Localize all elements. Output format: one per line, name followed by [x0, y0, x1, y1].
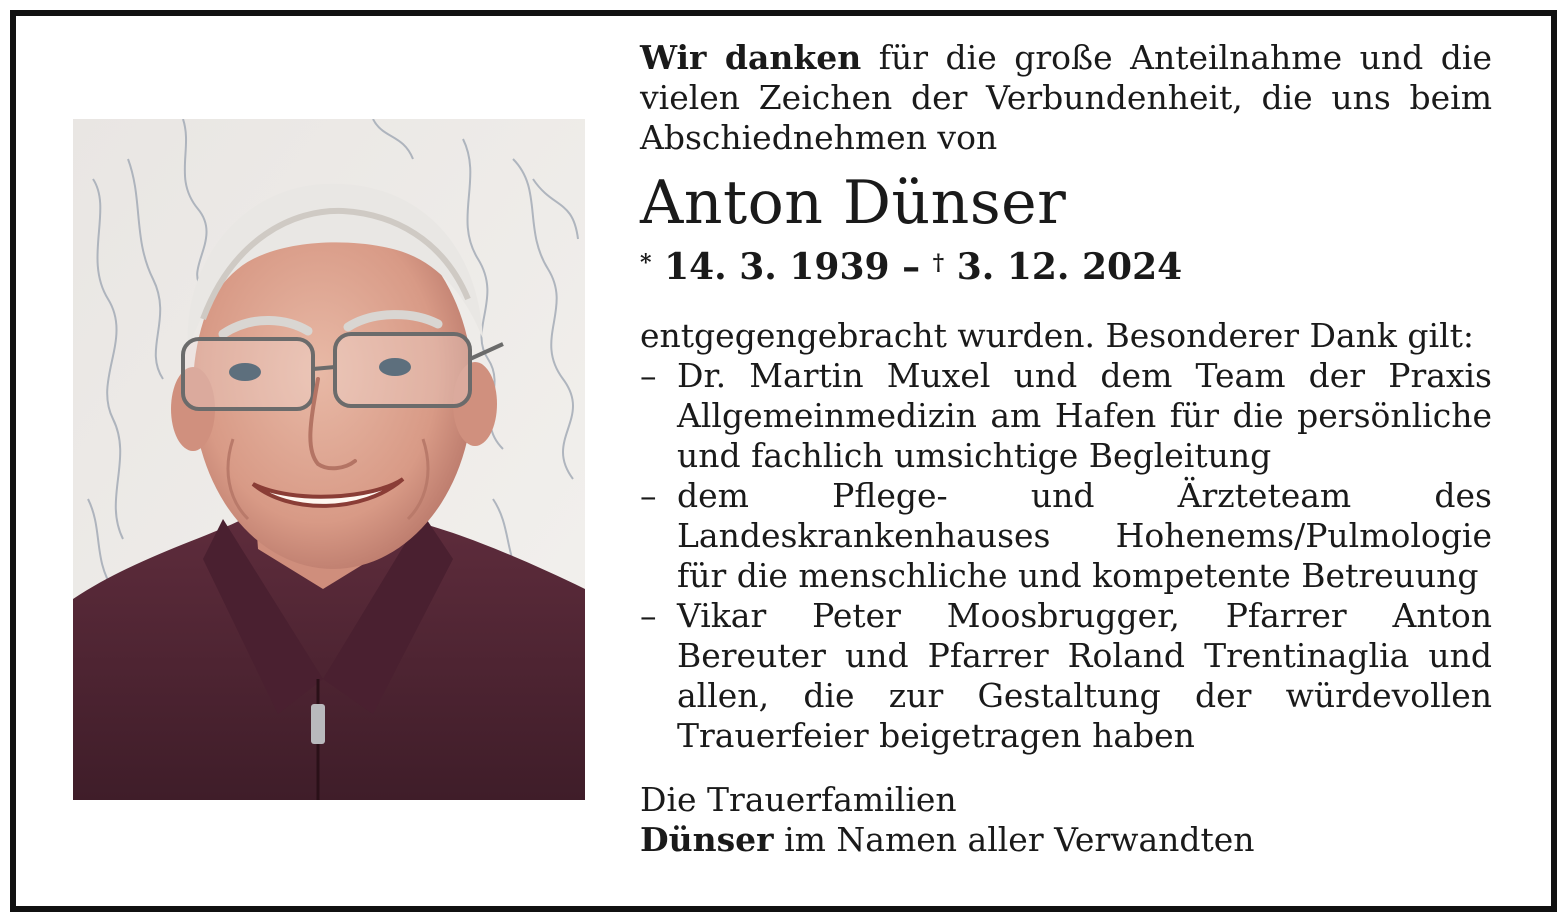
list-item-text: Vikar Peter Moosbrugger, Pfarrer Anton Bereuter und Pfarrer Roland Trentinaglia und allen, die zur Gestaltung der würdevollen Trauerfeier beigetragen haben	[677, 596, 1492, 755]
list-item	[640, 596, 1492, 756]
date-separator: –	[902, 246, 921, 288]
intro-paragraph	[640, 38, 1492, 158]
intro-bold: Wir danken	[640, 38, 862, 77]
death-date: 3. 12. 2024	[956, 246, 1183, 288]
thanks-lead: entgegengebracht wurden. Besonderer Dank gilt:	[640, 316, 1475, 355]
list-dash: –	[640, 476, 657, 515]
thanks-list	[640, 356, 1492, 756]
death-symbol: †	[932, 250, 945, 276]
signature-family-name: Dünser	[640, 820, 774, 859]
signature-line-1: Die Trauerfamilien	[640, 780, 957, 819]
list-dash: –	[640, 356, 657, 395]
list-dash: –	[640, 596, 657, 635]
birth-symbol: *	[640, 250, 652, 276]
life-dates	[640, 246, 1492, 288]
signature-text: im Namen aller Verwandten	[784, 820, 1255, 859]
notice-text	[640, 38, 1492, 860]
birth-date: 14. 3. 1939	[664, 246, 890, 288]
obituary-notice	[10, 10, 1557, 912]
list-item-text: Dr. Martin Muxel und dem Team der Praxis Allgemeinmedizin am Hafen für die persönliche und fachlich umsichtige Begleitung	[677, 356, 1492, 475]
list-item	[640, 356, 1492, 476]
signature-line-2	[640, 820, 1492, 860]
list-item	[640, 476, 1492, 596]
portrait-photo	[73, 119, 585, 800]
deceased-name: Anton Dünser	[640, 168, 1067, 238]
intro-text: für die große Anteilnahme und die vielen Zeichen der Verbundenheit, die uns beim Abschiednehmen von	[640, 38, 1492, 157]
portrait-image	[73, 119, 585, 800]
list-item-text: dem Pflege- und Ärzteteam des Landeskrankenhauses Hohenems/Pulmologie für die menschliche und kompetente Betreuung	[677, 476, 1492, 595]
